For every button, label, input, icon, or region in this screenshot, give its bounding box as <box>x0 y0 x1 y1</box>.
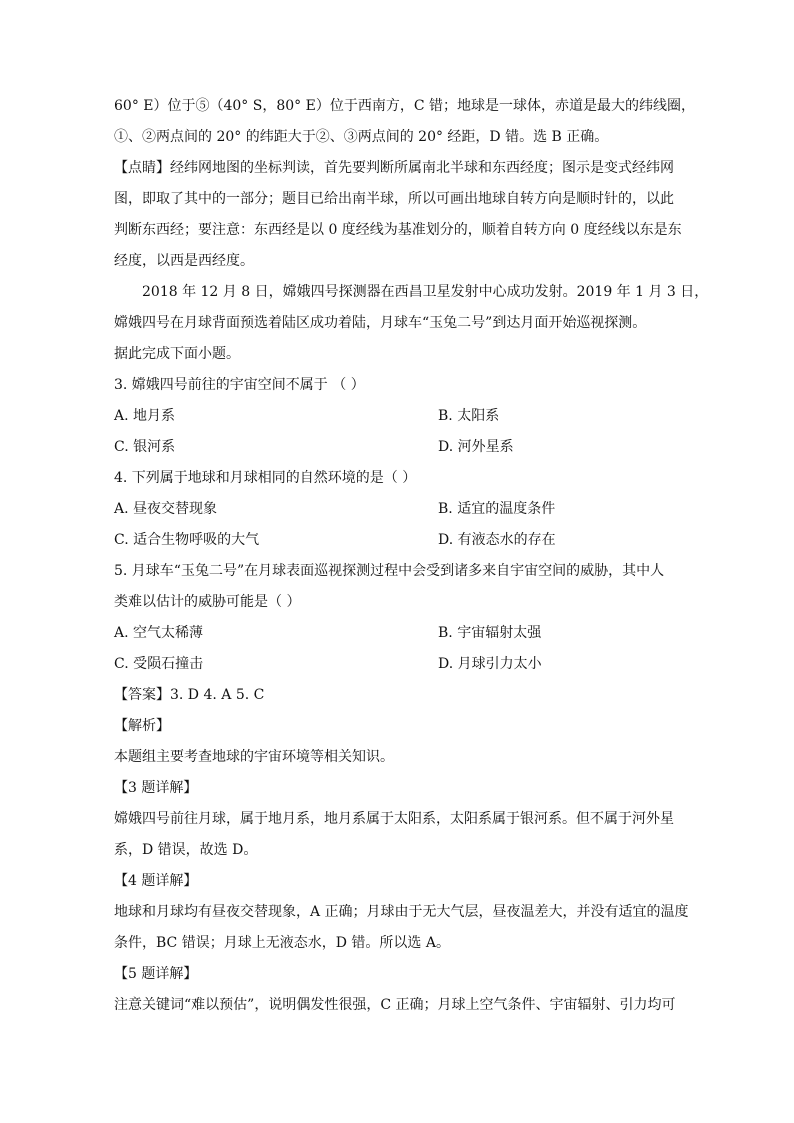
question-5-stem-cont: 类难以估计的威胁可能是（ ） <box>114 594 301 610</box>
detail-4-line: 条件，BC 错误；月球上无液态水，D 错。所以选 A。 <box>114 935 450 951</box>
detail-5-line: 注意关键词“难以预估”，说明偶发性很强，C 正确；月球上空气条件、宇宙辐射、引力均可 <box>114 997 676 1013</box>
q3-option-c: C. 银河系 <box>114 439 176 455</box>
text-line: 60° E）位于⑤（40° S，80° E）位于西南方，C 错；地球是一球体，赤道是最大的纬线圈， <box>114 98 695 114</box>
text-line: 经度，以西是西经度。 <box>114 253 254 269</box>
detail-3-line: 系，D 错误，故选 D。 <box>114 842 258 858</box>
text-line: 2018 年 12 月 8 日，嫦娥四号探测器在西昌卫星发射中心成功发射。2019 年 1 月 3 日， <box>142 284 709 300</box>
q3-option-a: A. 地月系 <box>114 408 176 424</box>
analysis-text: 本题组主要考查地球的宇宙环境等相关知识。 <box>114 749 394 765</box>
analysis-title: 【解析】 <box>114 718 170 734</box>
text-line: 判断东西经；要注意：东西经是以 0 度经线为基准划分的，顺着自转方向 0 度经线以东是东 <box>114 222 682 238</box>
detail-4-line: 地球和月球均有昼夜交替现象，A 正确；月球由于无大气层，昼夜温差大，并没有适宜的温度 <box>114 904 689 920</box>
text-line: 图，即取了其中的一部分；题目已给出南半球，所以可画出地球自转方向是顺时针的，以此 <box>114 191 674 207</box>
text-line: 【点睛】经纬网地图的坐标判读，首先要判断所属南北半球和东西经度；图示是变式经纬网 <box>114 160 674 176</box>
detail-5-title: 【5 题详解】 <box>114 966 198 982</box>
question-5-stem: 5. 月球车“玉兔二号”在月球表面巡视探测过程中会受到诸多来自宇宙空间的威胁，其中人 <box>114 563 665 579</box>
q5-option-b: B. 宇宙辐射太强 <box>438 625 542 641</box>
q4-option-b: B. 适宜的温度条件 <box>438 501 556 517</box>
q4-option-c: C. 适合生物呼吸的大气 <box>114 532 260 548</box>
q4-option-d: D. 有液态水的存在 <box>438 532 556 548</box>
q3-option-d: D. 河外星系 <box>438 439 514 455</box>
q4-option-a: A. 昼夜交替现象 <box>114 501 218 517</box>
text-line: 嫦娥四号在月球背面预选着陆区成功着陆，月球车“玉兔二号”到达月面开始巡视探测。 <box>114 315 647 331</box>
answer-line: 【答案】3. D 4. A 5. C <box>114 687 265 703</box>
text-line: 据此完成下面小题。 <box>114 346 240 362</box>
question-3-stem: 3. 嫦娥四号前往的宇宙空间不属于 （ ） <box>114 377 365 393</box>
detail-4-title: 【4 题详解】 <box>114 873 198 889</box>
q3-option-b: B. 太阳系 <box>438 408 500 424</box>
detail-3-title: 【3 题详解】 <box>114 780 198 796</box>
question-4-stem: 4. 下列属于地球和月球相同的自然环境的是（ ） <box>114 470 417 486</box>
detail-3-line: 嫦娥四号前往月球，属于地月系，地月系属于太阳系，太阳系属于银河系。但不属于河外星 <box>114 811 674 827</box>
q5-option-c: C. 受陨石撞击 <box>114 656 204 672</box>
q5-option-a: A. 空气太稀薄 <box>114 625 204 641</box>
q5-option-d: D. 月球引力太小 <box>438 656 542 672</box>
text-line: ①、②两点间的 20° 的纬距大于②、③两点间的 20° 经距，D 错。选 B 正确。 <box>114 129 609 145</box>
